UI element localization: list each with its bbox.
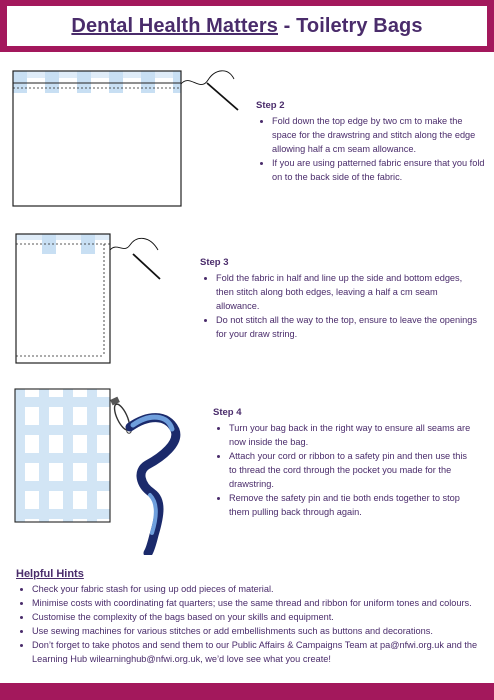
step-2 (256, 99, 486, 184)
list-item: • Minimise costs with coordinating fat quarters; use the same thread and ribbon for uniform tones and colours. (32, 596, 486, 610)
list-item: • If you are using patterned fabric ensure that you fold on to the back side of the fabric. (272, 156, 486, 184)
title-sub: - Toiletry Bags (278, 14, 423, 37)
step-bullets (200, 271, 478, 341)
step-bullets (256, 114, 486, 184)
needle-icon (181, 71, 238, 110)
header-banner (0, 0, 494, 52)
list-item: • Fold the fabric in half and line up the side and bottom edges, then stitch along both edges, leaving a half a cm seam allowance. (216, 271, 478, 313)
list-item: • Don’t forget to take photos and send them to our Public Affairs & Campaigns Team at pa@nfwi.org.uk and the Learning Hub wilearninghub@nfwi.org.uk, we’d love see what you create! (32, 638, 486, 666)
step-heading: Step 2 (256, 100, 285, 111)
list-item: • Do not stitch all the way to the top, ensure to leave the openings for your draw string. (216, 313, 478, 341)
page-title (71, 15, 422, 38)
step-heading: Step 4 (213, 407, 242, 418)
step2-illustration (10, 65, 250, 210)
list-item: • Check your fabric stash for using up odd pieces of material. (32, 582, 486, 596)
ribbon-icon (130, 417, 176, 553)
header-box (7, 6, 487, 46)
step-3 (200, 256, 478, 341)
helpful-hints (16, 567, 486, 666)
title-main: Dental Health Matters (71, 14, 278, 37)
list-item: • Use sewing machines for various stitches or add embellishments such as buttons and decorations. (32, 624, 486, 638)
list-item: • Customise the complexity of the bags based on your skills and equipment. (32, 610, 486, 624)
step3-illustration (12, 230, 172, 370)
hints-list (16, 582, 486, 666)
list-item: • Fold down the top edge by two cm to make the space for the drawstring and stitch along the edge allowing half a cm seam allowance. (272, 114, 486, 156)
step-heading: Step 3 (200, 257, 229, 268)
needle-icon (110, 238, 160, 279)
step-bullets (213, 421, 475, 519)
step4-illustration (12, 385, 192, 555)
footer-bar (0, 683, 494, 700)
list-item: • Attach your cord or ribbon to a safety pin and then use this to thread the cord through the pocket you made for the drawstring. (229, 449, 475, 491)
step-4 (213, 406, 475, 519)
list-item: • Turn your bag back in the right way to ensure all seams are now inside the bag. (229, 421, 475, 449)
list-item: • Remove the safety pin and tie both ends together to stop them pulling back through again. (229, 491, 475, 519)
hints-heading: Helpful Hints (16, 568, 84, 580)
